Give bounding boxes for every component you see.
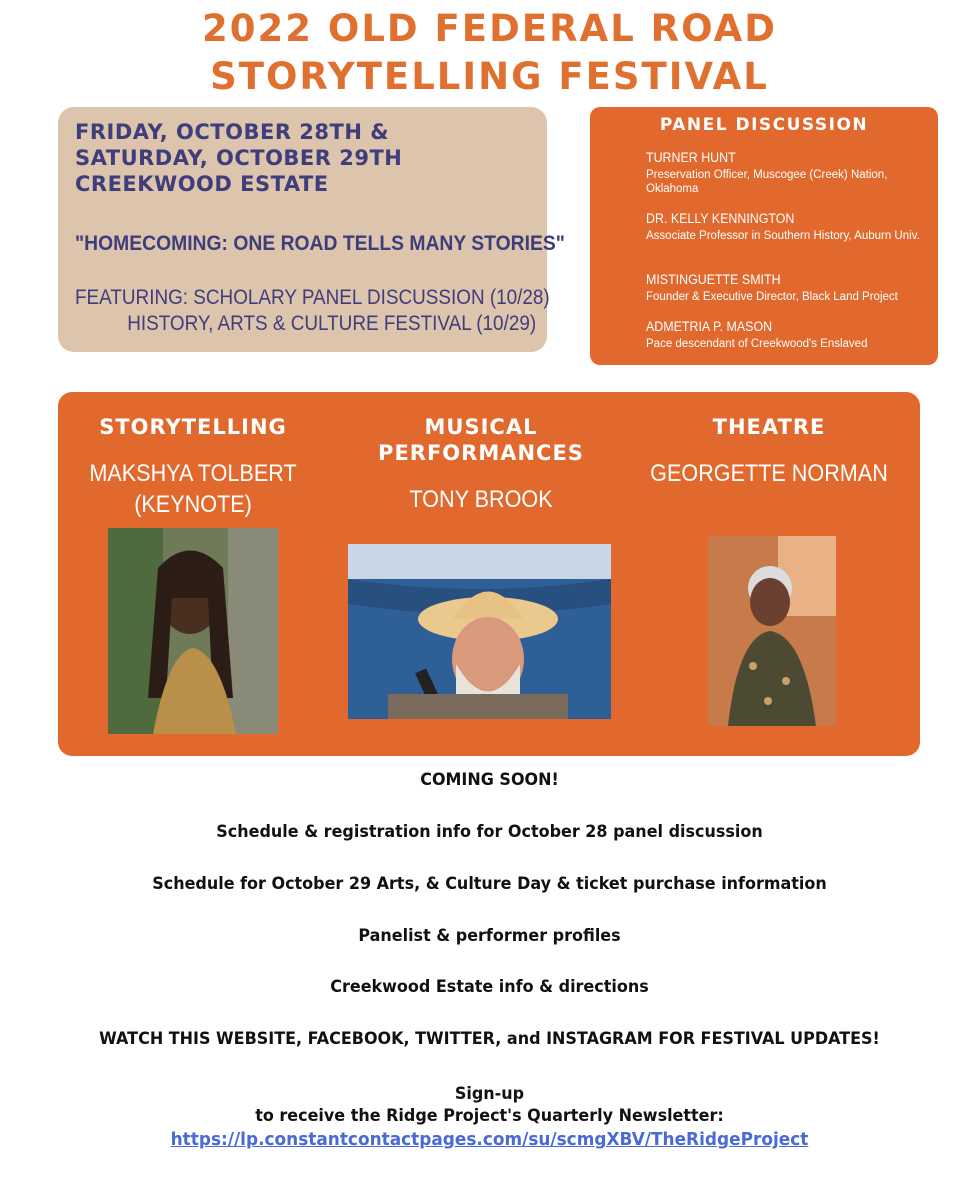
panelist-name: DR. KELLY KENNINGTON	[646, 211, 795, 226]
event-dates	[75, 119, 535, 197]
featuring-line1: FEATURING: SCHOLARY PANEL DISCUSSION (10/28)	[75, 286, 550, 309]
social-updates-notice: WATCH THIS WEBSITE, FACEBOOK, TWITTER, and INSTAGRAM FOR FESTIVAL UPDATES!	[99, 1029, 880, 1049]
performer-name: GEORGETTE NORMAN	[650, 460, 888, 487]
performer-category: THEATRE	[712, 415, 826, 439]
dates-line1: FRIDAY, OCTOBER 28TH &	[75, 120, 390, 144]
panelist-role: Pace descendant of Creekwood's Enslaved	[646, 338, 868, 350]
newsletter-signup-link[interactable]: https://lp.constantcontactpages.com/su/scmgXBV/TheRidgeProject	[170, 1129, 809, 1150]
panelist	[646, 150, 931, 196]
festival-title-line1: 2022 OLD FEDERAL ROAD	[202, 7, 777, 50]
coming-soon-heading: COMING SOON!	[420, 770, 559, 790]
norman-photo	[708, 536, 836, 726]
signup-description: to receive the Ridge Project's Quarterly Newsletter:	[255, 1106, 724, 1126]
performer-category	[328, 414, 634, 466]
panel-discussion-box	[590, 107, 938, 365]
performer-name-line1: MAKSHYA TOLBERT	[89, 460, 297, 487]
coming-soon-item: Schedule for October 29 Arts, & Culture Day & ticket purchase information	[152, 874, 827, 894]
panelist-name: TURNER HUNT	[646, 150, 736, 165]
coming-soon-item: Panelist & performer profiles	[358, 926, 621, 946]
performer-category: STORYTELLING	[99, 415, 287, 439]
panel-title: PANEL DISCUSSION	[659, 115, 869, 135]
signup-heading: Sign-up	[454, 1084, 525, 1104]
performer-name: TONY BROOK	[409, 486, 553, 513]
event-theme: "HOMECOMING: ONE ROAD TELLS MANY STORIES"	[75, 232, 565, 255]
performer-storytelling	[58, 414, 328, 520]
dates-line2: SATURDAY, OCTOBER 29TH	[75, 146, 403, 170]
performers-box	[58, 392, 920, 756]
tolbert-photo	[108, 528, 278, 734]
festival-title-line2: STORYTELLING FESTIVAL	[210, 55, 769, 98]
event-info-box	[58, 107, 565, 352]
panelist	[646, 272, 931, 304]
performer-theatre	[634, 414, 904, 489]
panelist-role: Preservation Officer, Muscogee (Creek) Nation, Oklahoma	[646, 169, 888, 195]
coming-soon-item: Schedule & registration info for October 28 panel discussion	[216, 822, 763, 842]
performer-music	[328, 414, 634, 515]
coming-soon-item: Creekwood Estate info & directions	[330, 977, 649, 997]
brook-photo	[348, 544, 611, 719]
performer-category-line2: PERFORMANCES	[378, 441, 584, 465]
panelist-role: Founder & Executive Director, Black Land Project	[646, 291, 898, 303]
panelist-role: Associate Professor in Southern History, Auburn Univ.	[646, 230, 920, 242]
performer-category-line1: MUSICAL	[424, 415, 538, 439]
panelist	[646, 319, 931, 351]
performer-name	[72, 458, 315, 520]
featuring-list	[75, 285, 550, 337]
panelist-name: MISTINGUETTE SMITH	[646, 272, 781, 287]
featuring-line2: HISTORY, ARTS & CULTURE FESTIVAL (10/29)	[127, 312, 537, 335]
panelist	[646, 211, 931, 243]
panelist-name: ADMETRIA P. MASON	[646, 319, 773, 334]
performer-name-line2: (KEYNOTE)	[134, 491, 252, 518]
venue: CREEKWOOD ESTATE	[75, 172, 329, 196]
